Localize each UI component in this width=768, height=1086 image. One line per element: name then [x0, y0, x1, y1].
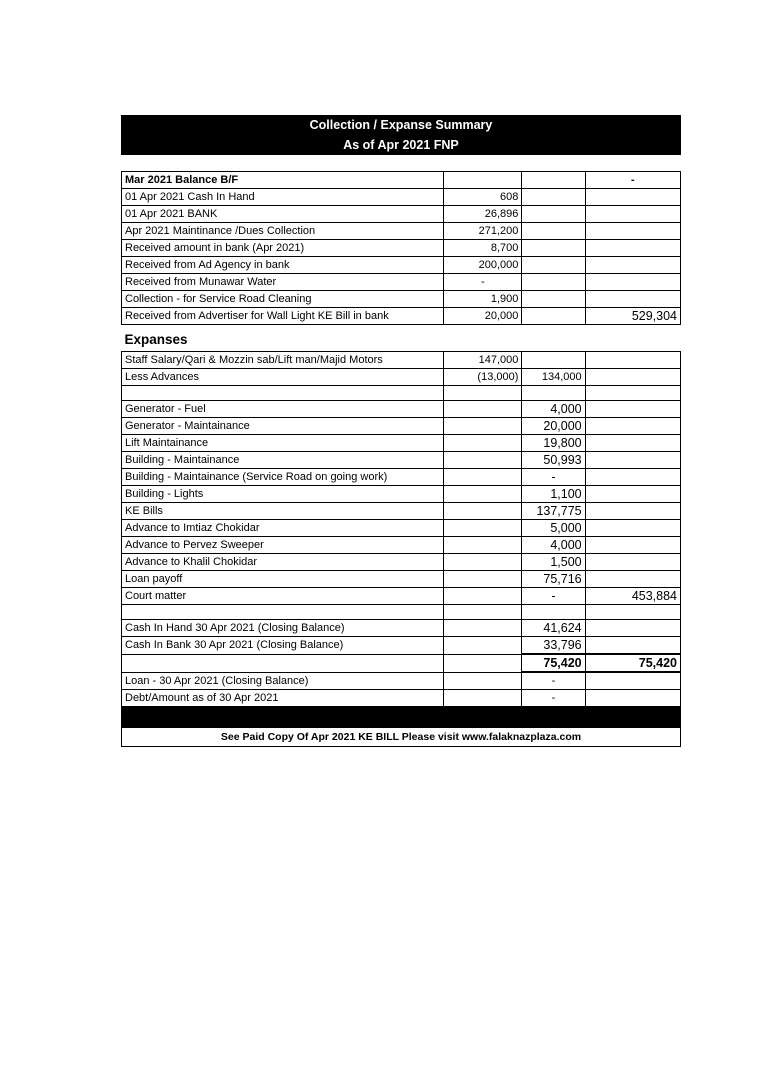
expenses-total: 453,884	[585, 588, 680, 605]
balance-bf-value: -	[585, 172, 680, 189]
collection-table	[121, 171, 681, 747]
table-row	[122, 240, 681, 257]
row-label: Apr 2021 Maintinance /Dues Collection	[122, 223, 444, 240]
blank-row	[122, 605, 681, 620]
row-amount: 200,000	[444, 257, 522, 274]
row-amount: 608	[444, 189, 522, 206]
document-title: Collection / Expanse Summary	[309, 118, 493, 132]
row-amount: 41,624	[522, 620, 585, 637]
document-subtitle: As of Apr 2021 FNP	[343, 138, 459, 152]
row-amount: 1,500	[522, 554, 585, 571]
row-amount: 1,900	[444, 291, 522, 308]
row-amount: 26,896	[444, 206, 522, 223]
row-label: 01 Apr 2021 BANK	[122, 206, 444, 223]
row-label: Generator - Maintainance	[122, 418, 444, 435]
closing-total: 75,420	[585, 654, 680, 672]
footer-row	[122, 728, 681, 747]
row-label: Court matter	[122, 588, 444, 605]
loan-row	[122, 672, 681, 690]
row-label: Advance to Pervez Sweeper	[122, 537, 444, 554]
row-label: Cash In Bank 30 Apr 2021 (Closing Balance)	[122, 637, 444, 655]
row-label: Building - Lights	[122, 486, 444, 503]
row-label: Cash In Hand 30 Apr 2021 (Closing Balance)	[122, 620, 444, 637]
row-amount: -	[522, 588, 585, 605]
table-row	[122, 537, 681, 554]
row-label: 01 Apr 2021 Cash In Hand	[122, 189, 444, 206]
less-advances-row	[122, 369, 681, 386]
table-row	[122, 520, 681, 537]
row-label: Loan - 30 Apr 2021 (Closing Balance)	[122, 672, 444, 690]
table-row	[122, 503, 681, 520]
table-row	[122, 418, 681, 435]
table-row	[122, 486, 681, 503]
row-amount: -	[444, 274, 522, 291]
table-row	[122, 469, 681, 486]
row-amount: 33,796	[522, 637, 585, 655]
closing-subtotal: 75,420	[522, 654, 585, 672]
table-row	[122, 206, 681, 223]
balance-bf-label: Mar 2021 Balance B/F	[122, 172, 444, 189]
table-row	[122, 435, 681, 452]
expenses-title: Expanses	[122, 325, 444, 352]
row-net: 134,000	[522, 369, 585, 386]
row-amount: 1,100	[522, 486, 585, 503]
row-label: Advance to Imtiaz Chokidar	[122, 520, 444, 537]
row-amount: 147,000	[444, 352, 522, 369]
table-row	[122, 274, 681, 291]
summary-document	[121, 115, 681, 747]
footer-note: See Paid Copy Of Apr 2021 KE BILL Please visit www.falaknazplaza.com	[122, 728, 681, 747]
expenses-heading-row	[122, 325, 681, 352]
row-label: Debt/Amount as of 30 Apr 2021	[122, 690, 444, 707]
row-label: KE Bills	[122, 503, 444, 520]
black-separator-bar	[122, 707, 681, 728]
row-label: Building - Maintainance (Service Road on going work)	[122, 469, 444, 486]
row-amount: 4,000	[522, 401, 585, 418]
row-amount: 75,716	[522, 571, 585, 588]
table-row	[122, 571, 681, 588]
row-amount: -	[522, 469, 585, 486]
row-label: Loan payoff	[122, 571, 444, 588]
row-label: Staff Salary/Qari & Mozzin sab/Lift man/Majid Motors	[122, 352, 444, 369]
row-amount: 19,800	[522, 435, 585, 452]
row-amount: 20,000	[444, 308, 522, 325]
collection-total: 529,304	[585, 308, 680, 325]
row-label: Collection - for Service Road Cleaning	[122, 291, 444, 308]
closing-total-row	[122, 654, 681, 672]
balance-bf-row	[122, 172, 681, 189]
cash-bank-row	[122, 637, 681, 655]
table-row	[122, 401, 681, 418]
row-amount: 137,775	[522, 503, 585, 520]
row-label: Received from Ad Agency in bank	[122, 257, 444, 274]
row-amount: 20,000	[522, 418, 585, 435]
salary-row	[122, 352, 681, 369]
table-row	[122, 588, 681, 605]
table-row	[122, 257, 681, 274]
cash-hand-row	[122, 620, 681, 637]
row-label: Received from Advertiser for Wall Light KE Bill in bank	[122, 308, 444, 325]
blank-row	[122, 386, 681, 401]
row-amount: 8,700	[444, 240, 522, 257]
row-label: Received from Munawar Water	[122, 274, 444, 291]
row-label: Generator - Fuel	[122, 401, 444, 418]
table-row	[122, 223, 681, 240]
row-label: Lift Maintainance	[122, 435, 444, 452]
row-label: Received amount in bank (Apr 2021)	[122, 240, 444, 257]
table-row	[122, 452, 681, 469]
row-amount: 5,000	[522, 520, 585, 537]
row-label: Advance to Khalil Chokidar	[122, 554, 444, 571]
row-amount: 4,000	[522, 537, 585, 554]
table-row	[122, 291, 681, 308]
row-amount: -	[522, 690, 585, 707]
row-amount: 50,993	[522, 452, 585, 469]
table-row	[122, 189, 681, 206]
row-label: Building - Maintainance	[122, 452, 444, 469]
row-label: Less Advances	[122, 369, 444, 386]
row-amount: (13,000)	[444, 369, 522, 386]
title-banner	[121, 115, 681, 155]
debt-row	[122, 690, 681, 707]
row-amount: 271,200	[444, 223, 522, 240]
table-row	[122, 308, 681, 325]
table-row	[122, 554, 681, 571]
row-amount: -	[522, 672, 585, 690]
